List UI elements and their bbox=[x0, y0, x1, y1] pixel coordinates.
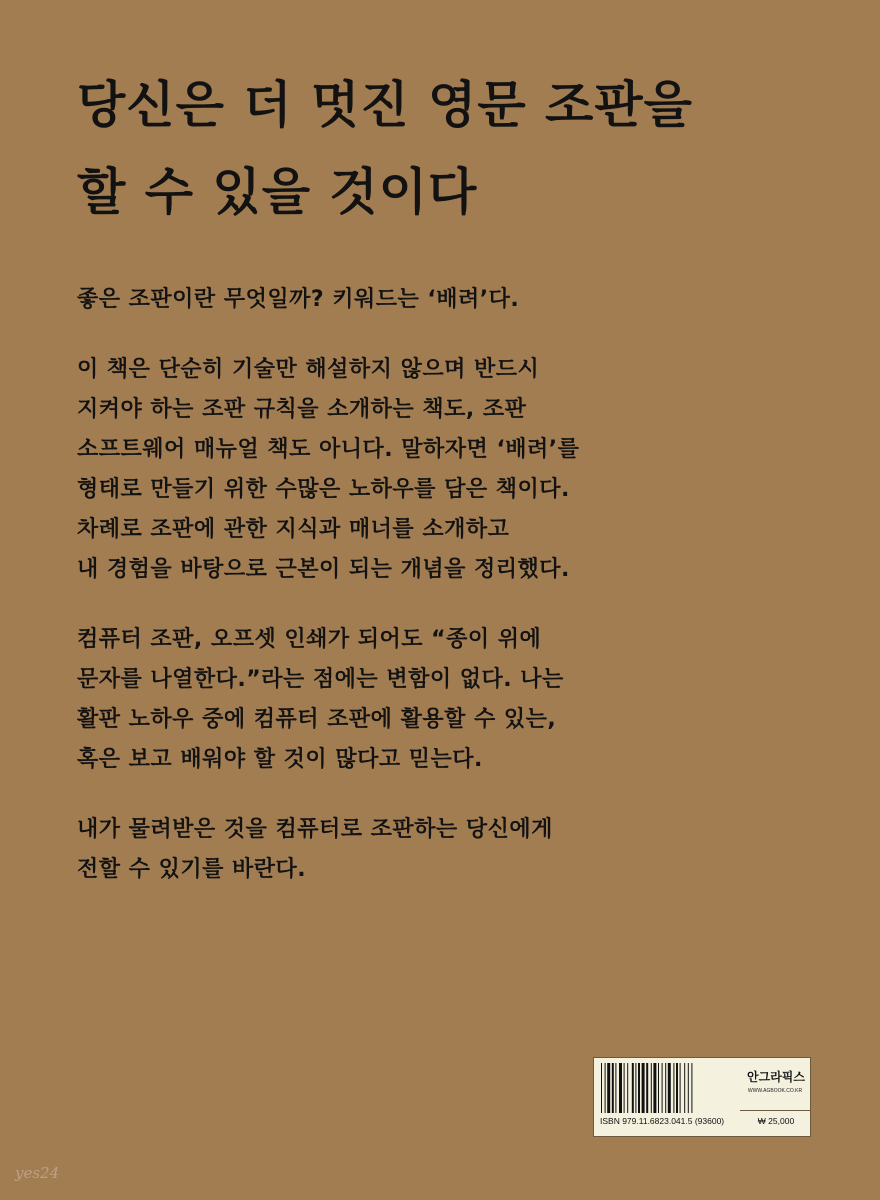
paragraph bbox=[77, 810, 817, 890]
paragraph-line: 차례로 조판에 관한 지식과 매너를 소개하고 bbox=[77, 517, 510, 542]
paragraph bbox=[77, 620, 817, 780]
barcode-label bbox=[593, 1057, 811, 1137]
headline bbox=[77, 62, 837, 236]
headline-line: 당신은 더 멋진 영문 조판을 bbox=[77, 76, 693, 134]
barcode-icon bbox=[600, 1063, 738, 1113]
paragraph-line: 내가 물려받은 것을 컴퓨터로 조판하는 당신에게 bbox=[77, 817, 553, 842]
headline-line: 할 수 있을 것이다 bbox=[77, 163, 478, 221]
publisher-url: WWW.AGBOOK.CO.KR bbox=[747, 1088, 803, 1094]
blurb bbox=[77, 280, 817, 920]
price-divider bbox=[740, 1110, 810, 1111]
watermark-text: yes24 bbox=[15, 1164, 60, 1182]
isbn-text: ISBN 979.11.6823.041.5 (93600) bbox=[600, 1116, 725, 1126]
paragraph-line: 혹은 보고 배워야 할 것이 많다고 믿는다. bbox=[77, 747, 483, 772]
paragraph-line: 좋은 조판이란 무엇일까? 키워드는 ‘배려’다. bbox=[77, 287, 520, 312]
paragraph-line: 전할 수 있기를 바란다. bbox=[77, 857, 307, 882]
price-text: ₩ 25,000 bbox=[757, 1116, 795, 1126]
paragraph-line: 컴퓨터 조판, 오프셋 인쇄가 되어도 “종이 위에 bbox=[77, 627, 542, 652]
paragraph-line: 문자를 나열한다.”라는 점에는 변함이 없다. 나는 bbox=[77, 667, 564, 692]
paragraph-line: 지켜야 하는 조판 규칙을 소개하는 책도, 조판 bbox=[77, 397, 527, 422]
paragraph-line: 활판 노하우 중에 컴퓨터 조판에 활용할 수 있는, bbox=[77, 707, 557, 732]
paragraph-line: 내 경험을 바탕으로 근본이 되는 개념을 정리했다. bbox=[77, 557, 570, 582]
paragraph-line: 이 책은 단순히 기술만 해설하지 않으며 반드시 bbox=[77, 357, 540, 382]
publisher-logo: 안그라픽스 bbox=[747, 1070, 805, 1084]
paragraph bbox=[77, 280, 817, 320]
paragraph-line: 형태로 만들기 위한 수많은 노하우를 담은 책이다. bbox=[77, 477, 570, 502]
paragraph-line: 소프트웨어 매뉴얼 책도 아니다. 말하자면 ‘배려’를 bbox=[77, 437, 580, 462]
paragraph bbox=[77, 350, 817, 590]
